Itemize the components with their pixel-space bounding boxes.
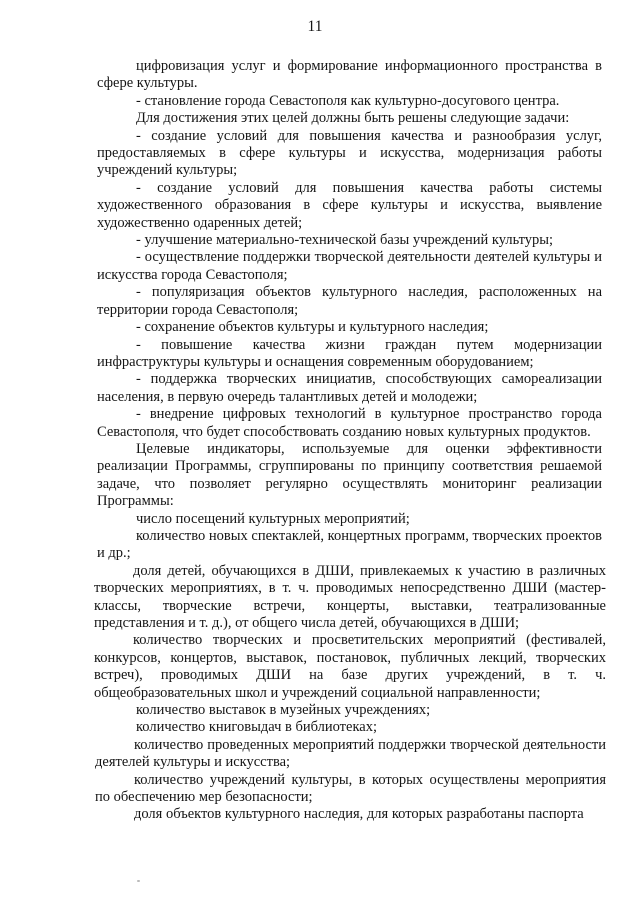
paragraph-indicators-intro: Целевые индикаторы, используемые для оценки эффективности реализации Программы, сгруппированы по принципу соответствия решаемой задаче, что позволяет регулярно осуществлять мониторинг реализации Программы: (97, 440, 602, 510)
page-number: 11 (307, 18, 323, 35)
indicator-heritage-passports: доля объектов культурного наследия, для которых разработаны паспорта (134, 806, 584, 823)
indicator-visits: число посещений культурных мероприятий; (136, 510, 410, 527)
indicator-book-loans: количество книговыдач в библиотеках; (136, 719, 377, 736)
task-digital-technologies: - внедрение цифровых технологий в культурное пространство города Севастополя, что будет способствовать созданию новых культурных продуктов. (97, 406, 602, 440)
indicator-exhibitions: количество выставок в музейных учреждениях; (136, 702, 431, 719)
document-body (94, 58, 606, 824)
paragraph-digitalization: цифровизация услуг и формирование информационного пространства в сфере культуры. (97, 58, 602, 92)
paragraph-leisure-center: - становление города Севастополя как культурно-досугового центра. (136, 92, 560, 109)
task-heritage-popularization: - популяризация объектов культурного наследия, расположенных на территории города Севастополя; (97, 284, 602, 318)
indicator-support-events: количество проведенных мероприятий поддержки творческой деятельности деятелей культуры и искусства; (95, 736, 606, 771)
task-service-quality: - создание условий для повышения качества и разнообразия услуг, предоставляемых в сфере культуры и искусства, модернизация работы учреждений культуры; (97, 127, 602, 179)
scan-speck (137, 880, 140, 882)
task-quality-of-life: - повышение качества жизни граждан путем модернизации инфраструктуры культуры и оснащения современным оборудованием; (97, 336, 602, 370)
task-heritage-preservation: - сохранение объектов культуры и культурного наследия; (136, 319, 489, 336)
indicator-new-performances: количество новых спектаклей, концертных программ, творческих проектов и др.; (97, 527, 602, 562)
task-art-education: - создание условий для повышения качества работы системы художественного образования в сфере культуры и искусства, выявление художественно одаренных детей; (97, 179, 602, 231)
indicator-creative-events: количество творческих и просветительских мероприятий (фестивалей, конкурсов, концертов, выставок, постановок, публичных лекций, творческих встреч), проводимых ДШИ на базе других учреждений, в т. ч. общеобразовательных школ и учреждений социальной направленности; (94, 632, 606, 701)
task-creative-initiatives: - поддержка творческих инициатив, способствующих самореализации населения, в первую очередь талантливых детей и молодежи; (97, 371, 602, 405)
paragraph-tasks-intro: Для достижения этих целей должны быть решены следующие задачи: (136, 110, 570, 127)
task-material-base: - улучшение материально-технической базы учреждений культуры; (136, 232, 554, 249)
indicator-security-measures: количество учреждений культуры, в которых осуществлены мероприятия по обеспечению мер безопасности; (95, 771, 606, 806)
indicator-children-share: доля детей, обучающихся в ДШИ, привлекаемых к участию в различных творческих мероприятиях, в т. ч. проводимых непосредственно ДШИ (мастер-классы, творческие встречи, концерты, выставки, театрализованные представления и т. д.), от общего числа детей, обучающихся в ДШИ; (94, 562, 606, 631)
task-creative-support: - осуществление поддержки творческой деятельности деятелей культуры и искусства города Севастополя; (97, 249, 602, 283)
